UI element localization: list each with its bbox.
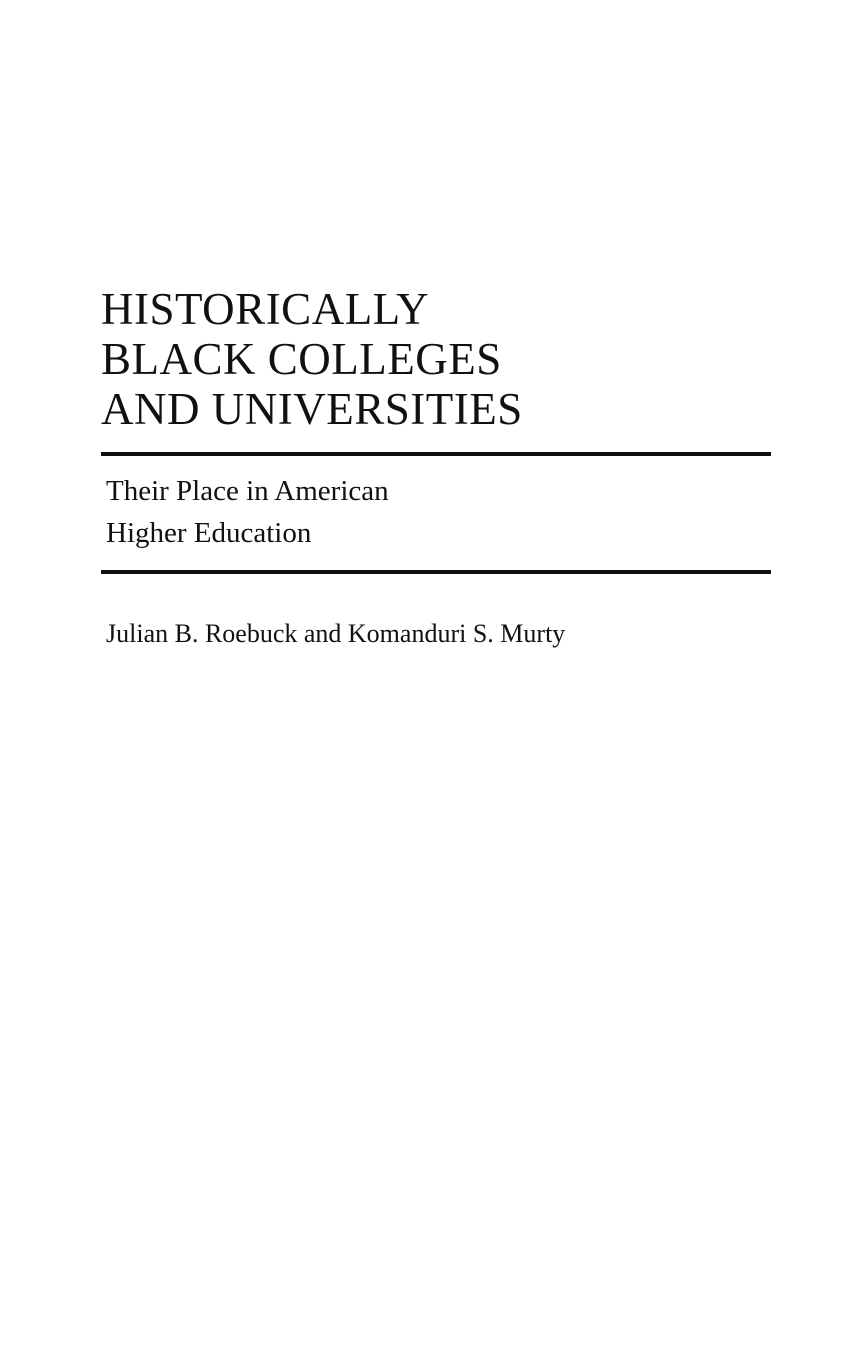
title-line-3: AND UNIVERSITIES	[101, 384, 523, 434]
subtitle	[101, 456, 771, 570]
subtitle-line-2: Higher Education	[106, 517, 312, 549]
authors: Julian B. Roebuck and Komanduri S. Murty	[106, 619, 566, 648]
title-line-1: HISTORICALLY	[101, 284, 430, 334]
subtitle-line-1: Their Place in American	[106, 475, 389, 507]
page-title	[101, 284, 771, 434]
title-block	[101, 284, 771, 650]
title-line-2: BLACK COLLEGES	[101, 334, 502, 384]
